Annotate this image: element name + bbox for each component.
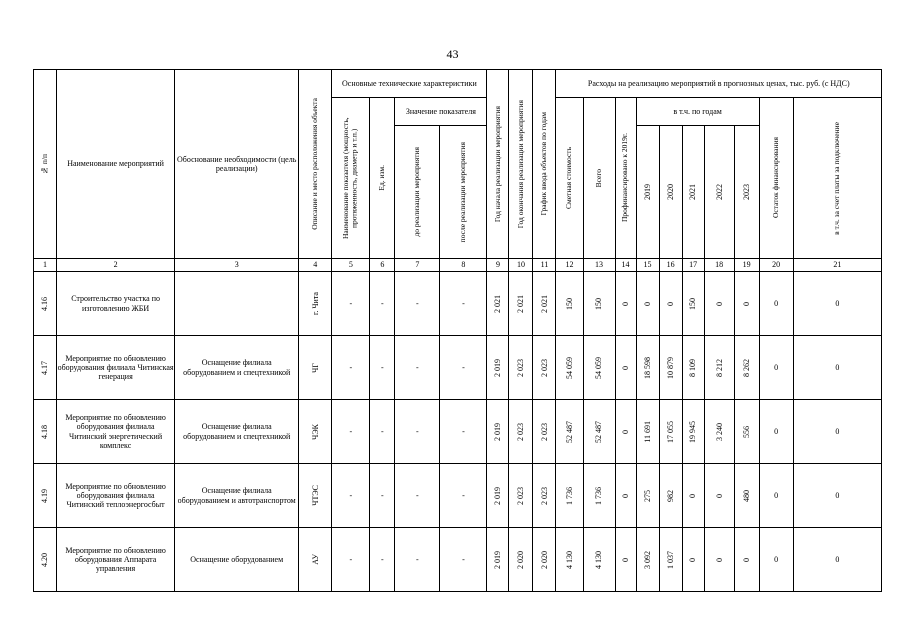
cell-y2022: 0 (704, 528, 734, 592)
header-connection: в т.ч. за счет платы за подключение (793, 98, 881, 259)
header-estimate: Сметная стоимость (556, 98, 583, 259)
cell-financed: 0 (615, 272, 636, 336)
cell-y2019: 0 (636, 272, 659, 336)
investment-table (33, 69, 882, 592)
header-place: Описание и место расположения объекта (299, 70, 332, 259)
cell-financed: 0 (615, 336, 636, 400)
cell-financed: 0 (615, 400, 636, 464)
colnum: 6 (370, 259, 395, 272)
table-row (34, 336, 882, 400)
cell-n: 4.20 (34, 528, 57, 592)
cell-p8: - (440, 272, 487, 336)
header-number: № п/п (34, 70, 57, 259)
cell-total: 4 130 (583, 528, 615, 592)
cell-estimate: 54 059 (556, 336, 583, 400)
cell-y2021: 0 (682, 464, 704, 528)
header-total: Всего (583, 98, 615, 259)
cell-p6: - (370, 272, 395, 336)
cell-p5: - (332, 464, 370, 528)
cell-total: 52 487 (583, 400, 615, 464)
header-unit: Ед. изм. (370, 98, 395, 259)
cell-place: АУ (299, 528, 332, 592)
cell-p8: - (440, 464, 487, 528)
cell-y2023: 0 (734, 528, 759, 592)
header-end-year: Год окончания реализации мероприятия (509, 70, 533, 259)
cell-name: Мероприятие по обновлению оборудования Аппарата управления (57, 528, 175, 592)
header-reason: Обоснование необходимости (цель реализации) (175, 70, 299, 259)
cell-y2019: 3 092 (636, 528, 659, 592)
colnum: 11 (533, 259, 556, 272)
cell-place: ЧТЭС (299, 464, 332, 528)
cell-estimate: 52 487 (556, 400, 583, 464)
cell-connection: 0 (793, 336, 881, 400)
colnum: 17 (682, 259, 704, 272)
colnum: 16 (659, 259, 682, 272)
cell-y2023: 8 262 (734, 336, 759, 400)
cell-y2023: 556 (734, 400, 759, 464)
colnum: 1 (34, 259, 57, 272)
cell-reason (175, 272, 299, 336)
cell-schedule: 2 020 (533, 528, 556, 592)
cell-p5: - (332, 336, 370, 400)
cell-reason: Оснащение филиала оборудованием и спецтехникой (175, 400, 299, 464)
cell-remain: 0 (759, 400, 793, 464)
header-start-year: Год начала реализации мероприятия (487, 70, 509, 259)
cell-start: 2 021 (487, 272, 509, 336)
cell-end: 2 023 (509, 464, 533, 528)
cell-p8: - (440, 528, 487, 592)
table-body (34, 272, 882, 592)
cell-p6: - (370, 400, 395, 464)
colnum: 12 (556, 259, 583, 272)
cell-name: Мероприятие по обновлению оборудования филиала Читинская генерация (57, 336, 175, 400)
cell-y2020: 982 (659, 464, 682, 528)
cell-y2022: 8 212 (704, 336, 734, 400)
cell-y2022: 3 240 (704, 400, 734, 464)
header-costs-group: Расходы на реализацию мероприятий в прогнозных ценах, тыс. руб. (с НДС) (556, 70, 882, 98)
colnum: 14 (615, 259, 636, 272)
header-remain: Остаток финансирования (759, 98, 793, 259)
header-2023: 2023 (734, 126, 759, 259)
cell-p8: - (440, 400, 487, 464)
cell-estimate: 150 (556, 272, 583, 336)
cell-p7: - (395, 464, 440, 528)
cell-connection: 0 (793, 272, 881, 336)
cell-connection: 0 (793, 400, 881, 464)
colnum: 4 (299, 259, 332, 272)
header-2019: 2019 (636, 126, 659, 259)
table-row (34, 464, 882, 528)
colnum: 13 (583, 259, 615, 272)
cell-y2021: 150 (682, 272, 704, 336)
cell-p5: - (332, 272, 370, 336)
cell-n: 4.16 (34, 272, 57, 336)
header-before: до реализации мероприятия (395, 126, 440, 259)
cell-remain: 0 (759, 272, 793, 336)
cell-reason: Оснащение филиала оборудованием и автотранспортом (175, 464, 299, 528)
cell-p6: - (370, 464, 395, 528)
header-2020: 2020 (659, 126, 682, 259)
cell-schedule: 2 021 (533, 272, 556, 336)
header-value-group: Значение показателя (395, 98, 487, 126)
colnum: 21 (793, 259, 881, 272)
cell-y2023: 0 (734, 272, 759, 336)
cell-schedule: 2 023 (533, 464, 556, 528)
colnum: 19 (734, 259, 759, 272)
cell-n: 4.18 (34, 400, 57, 464)
cell-y2020: 17 055 (659, 400, 682, 464)
header-schedule: График ввода объектов по годам (533, 70, 556, 259)
cell-reason: Оснащение филиала оборудованием и спецтехникой (175, 336, 299, 400)
cell-start: 2 019 (487, 528, 509, 592)
cell-p6: - (370, 528, 395, 592)
colnum: 20 (759, 259, 793, 272)
cell-estimate: 1 736 (556, 464, 583, 528)
header-name: Наименование мероприятий (57, 70, 175, 259)
colnum: 7 (395, 259, 440, 272)
header-tech-group: Основные технические характеристики (332, 70, 487, 98)
header-2021: 2021 (682, 126, 704, 259)
cell-y2021: 8 109 (682, 336, 704, 400)
cell-end: 2 023 (509, 400, 533, 464)
header-indicator-name: Наименование показателя (мощность, протяженность, диаметр и т.п.) (332, 98, 370, 259)
cell-y2019: 275 (636, 464, 659, 528)
cell-p5: - (332, 528, 370, 592)
cell-total: 1 736 (583, 464, 615, 528)
table-row (34, 528, 882, 592)
cell-place: ЧГ (299, 336, 332, 400)
cell-end: 2 023 (509, 336, 533, 400)
cell-remain: 0 (759, 528, 793, 592)
cell-y2019: 11 691 (636, 400, 659, 464)
cell-schedule: 2 023 (533, 400, 556, 464)
cell-y2020: 10 879 (659, 336, 682, 400)
cell-p6: - (370, 336, 395, 400)
cell-connection: 0 (793, 528, 881, 592)
cell-p7: - (395, 336, 440, 400)
cell-n: 4.17 (34, 336, 57, 400)
colnum: 8 (440, 259, 487, 272)
cell-p7: - (395, 528, 440, 592)
cell-y2020: 1 037 (659, 528, 682, 592)
table-row (34, 272, 882, 336)
cell-y2021: 0 (682, 528, 704, 592)
cell-place: ЧЭК (299, 400, 332, 464)
table-row (34, 400, 882, 464)
cell-start: 2 019 (487, 464, 509, 528)
cell-estimate: 4 130 (556, 528, 583, 592)
cell-place: г. Чита (299, 272, 332, 336)
cell-p7: - (395, 400, 440, 464)
cell-name: Мероприятие по обновлению оборудования филиала Читинский теплоэнергосбыт (57, 464, 175, 528)
cell-y2020: 0 (659, 272, 682, 336)
cell-end: 2 021 (509, 272, 533, 336)
column-number-row (34, 259, 882, 272)
header-2022: 2022 (704, 126, 734, 259)
header-financed: Профинансировано к 2019г. (615, 98, 636, 259)
colnum: 18 (704, 259, 734, 272)
cell-connection: 0 (793, 464, 881, 528)
cell-financed: 0 (615, 464, 636, 528)
cell-financed: 0 (615, 528, 636, 592)
header-years-group: в т.ч. по годам (636, 98, 759, 126)
colnum: 9 (487, 259, 509, 272)
cell-y2019: 18 598 (636, 336, 659, 400)
cell-reason: Оснащение оборудованием (175, 528, 299, 592)
header-after: после реализации мероприятия (440, 126, 487, 259)
cell-name: Мероприятие по обновлению оборудования филиала Читинский энергетический комплекс (57, 400, 175, 464)
colnum: 2 (57, 259, 175, 272)
cell-n: 4.19 (34, 464, 57, 528)
cell-total: 54 059 (583, 336, 615, 400)
cell-y2021: 19 945 (682, 400, 704, 464)
cell-p5: - (332, 400, 370, 464)
colnum: 15 (636, 259, 659, 272)
cell-y2022: 0 (704, 464, 734, 528)
cell-end: 2 020 (509, 528, 533, 592)
cell-total: 150 (583, 272, 615, 336)
cell-p8: - (440, 336, 487, 400)
cell-y2023: 480 (734, 464, 759, 528)
cell-remain: 0 (759, 464, 793, 528)
colnum: 3 (175, 259, 299, 272)
cell-schedule: 2 023 (533, 336, 556, 400)
cell-remain: 0 (759, 336, 793, 400)
colnum: 10 (509, 259, 533, 272)
cell-p7: - (395, 272, 440, 336)
cell-name: Строительство участка по изготовлению ЖБИ (57, 272, 175, 336)
colnum: 5 (332, 259, 370, 272)
cell-y2022: 0 (704, 272, 734, 336)
cell-start: 2 019 (487, 400, 509, 464)
page-number: 43 (446, 47, 459, 61)
cell-start: 2 019 (487, 336, 509, 400)
